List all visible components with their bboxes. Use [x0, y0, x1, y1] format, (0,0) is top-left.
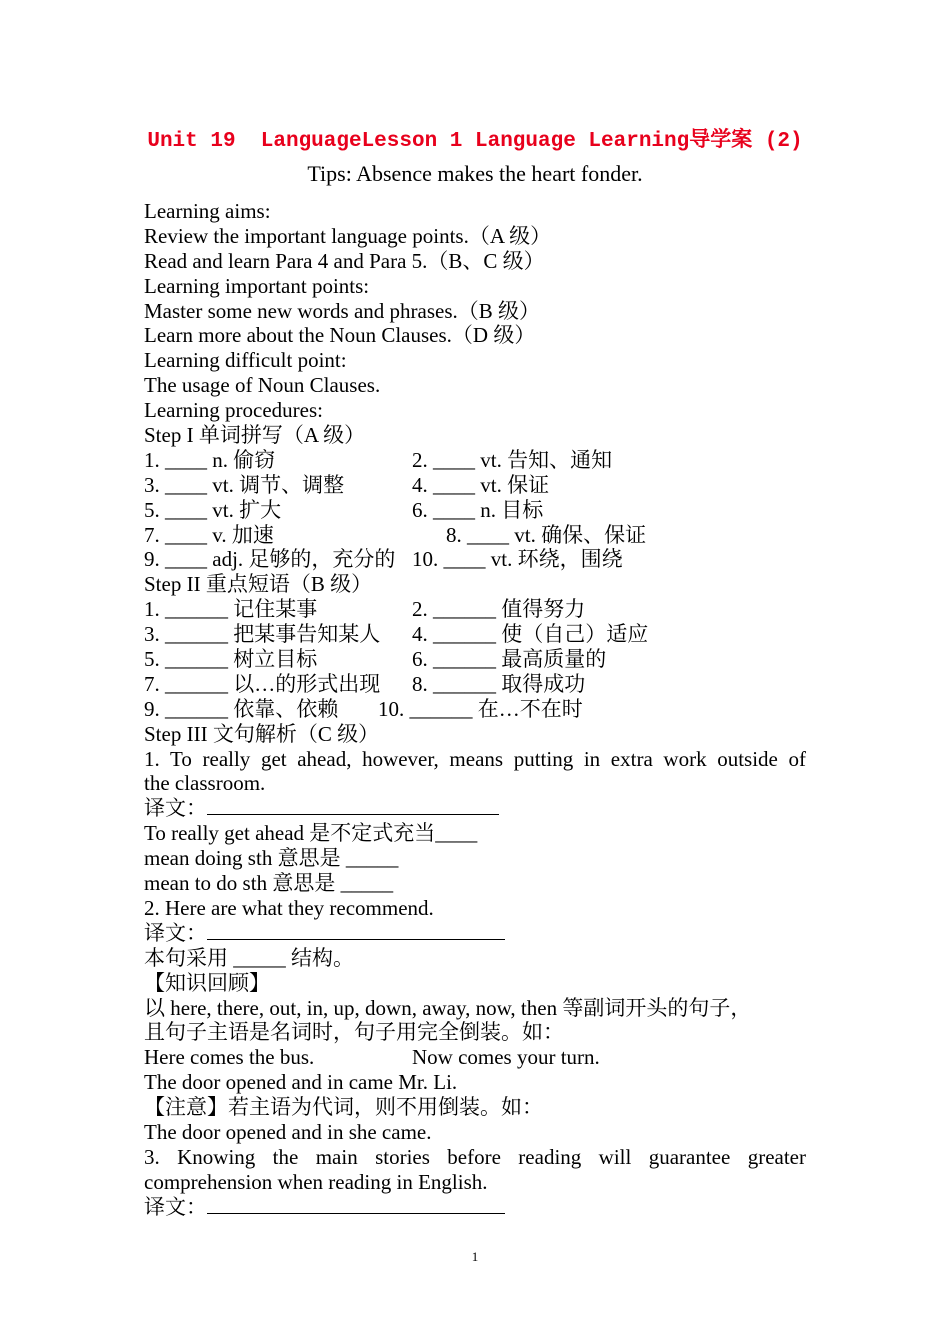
review-text: 且句子主语是名词时，句子用完全倒装。如： [144, 1020, 564, 1045]
step2-item: 7. ______ 以…的形式出现 [144, 671, 381, 696]
step1-item: 2. ____ vt. 告知、通知 [412, 447, 613, 472]
example-row [144, 1045, 806, 1070]
example-text: Here comes the bus. [144, 1045, 315, 1070]
aim-item: Review the important language points.（A 级） [144, 223, 552, 248]
example-text: The door opened and in came Mr. Li. [144, 1070, 458, 1095]
step2-row [144, 672, 806, 697]
document-body [144, 199, 806, 1220]
step1-item: 8. ____ vt. 确保、保证 [446, 522, 647, 547]
step2-item: 3. ______ 把某事告知某人 [144, 622, 381, 647]
page-number: 1 [471, 1249, 479, 1264]
step2-row [144, 597, 806, 622]
step1-row [144, 523, 806, 548]
step2-item: 6. ______ 最高质量的 [412, 647, 607, 672]
step1-item: 6. ____ n. 目标 [412, 497, 544, 522]
step1-row [144, 498, 806, 523]
review-text: 以 here, there, out, in, up, down, away, now, then 等副词开头的句子， [144, 995, 752, 1020]
step1-item: 5. ____ vt. 扩大 [144, 497, 282, 522]
example-text: Now comes your turn. [412, 1045, 600, 1070]
translation-blank[interactable] [207, 1195, 505, 1214]
aim-item: Read and learn Para 4 and Para 5.（B、C 级） [144, 248, 545, 273]
example-text: The door opened and in she came. [144, 1119, 432, 1144]
sentence-3: 3. Knowing the main stories before reading will guarantee greater [144, 1144, 806, 1169]
sentence-1-note: mean doing sth 意思是 _____ [144, 846, 399, 871]
difficult-text: The usage of Noun Clauses. [144, 373, 381, 398]
page-title: Unit 19 LanguageLesson 1 Language Learning导学案 (2) [147, 130, 803, 153]
step2-row [144, 697, 806, 722]
translation-label: 译文： [144, 1194, 207, 1219]
tips-line: Tips: Absence makes the heart fonder. [307, 161, 643, 186]
step2-item: 10. ______ 在…不在时 [378, 696, 583, 721]
aims-heading: Learning aims: [144, 199, 271, 223]
step2-item: 1. ______ 记住某事 [144, 597, 318, 622]
translation-label: 译文： [144, 920, 207, 945]
procedures-heading: Learning procedures: [144, 398, 324, 423]
sentence-1-cont: the classroom. [144, 771, 266, 796]
step2-item: 8. ______ 取得成功 [412, 671, 586, 696]
step2-row [144, 622, 806, 647]
step3-heading: Step III 文句解析（C 级） [144, 721, 380, 746]
sentence-2-note: 本句采用 _____ 结构。 [144, 945, 354, 970]
step1-item: 9. ____ adj. 足够的，充分的 [144, 547, 396, 572]
step2-row [144, 647, 806, 672]
step2-item: 9. ______ 依靠、依赖 [144, 696, 339, 721]
step1-item: 7. ____ v. 加速 [144, 522, 274, 547]
translation-blank[interactable] [207, 796, 499, 815]
sentence-1-note: To really get ahead 是不定式充当____ [144, 821, 478, 846]
translation-row [144, 1195, 806, 1220]
step1-row [144, 448, 806, 473]
step2-item: 5. ______ 树立目标 [144, 647, 318, 672]
step1-item: 3. ____ vt. 调节、调整 [144, 472, 345, 497]
step1-item: 4. ____ vt. 保证 [412, 472, 550, 497]
step2-item: 2. ______ 值得努力 [412, 597, 586, 622]
important-heading: Learning important points: [144, 273, 370, 298]
step1-row [144, 547, 806, 572]
translation-label: 译文： [144, 796, 207, 821]
step1-heading: Step I 单词拼写（A 级） [144, 423, 366, 448]
sentence-1-note: mean to do sth 意思是 _____ [144, 871, 394, 896]
translation-blank[interactable] [207, 921, 505, 940]
sentence-2: 2. Here are what they recommend. [144, 895, 434, 920]
important-item: Master some new words and phrases.（B 级） [144, 298, 541, 323]
sentence-1: 1. To really get ahead, however, means putting in extra work outside of [144, 746, 806, 771]
step1-item: 1. ____ n. 偷窃 [144, 447, 276, 472]
review-label: 【知识回顾】 [144, 970, 270, 995]
step2-heading: Step II 重点短语（B 级） [144, 572, 373, 597]
note-text: 【注意】若主语为代词，则不用倒装。如： [144, 1095, 543, 1120]
step1-item: 10. ____ vt. 环绕，围绕 [412, 547, 623, 572]
difficult-heading: Learning difficult point: [144, 348, 347, 373]
step1-row [144, 473, 806, 498]
translation-row [144, 921, 806, 946]
sentence-3-cont: comprehension when reading in English. [144, 1169, 488, 1194]
important-item: Learn more about the Noun Clauses.（D 级） [144, 323, 536, 348]
step2-item: 4. ______ 使（自己）适应 [412, 622, 649, 647]
translation-row [144, 796, 806, 821]
